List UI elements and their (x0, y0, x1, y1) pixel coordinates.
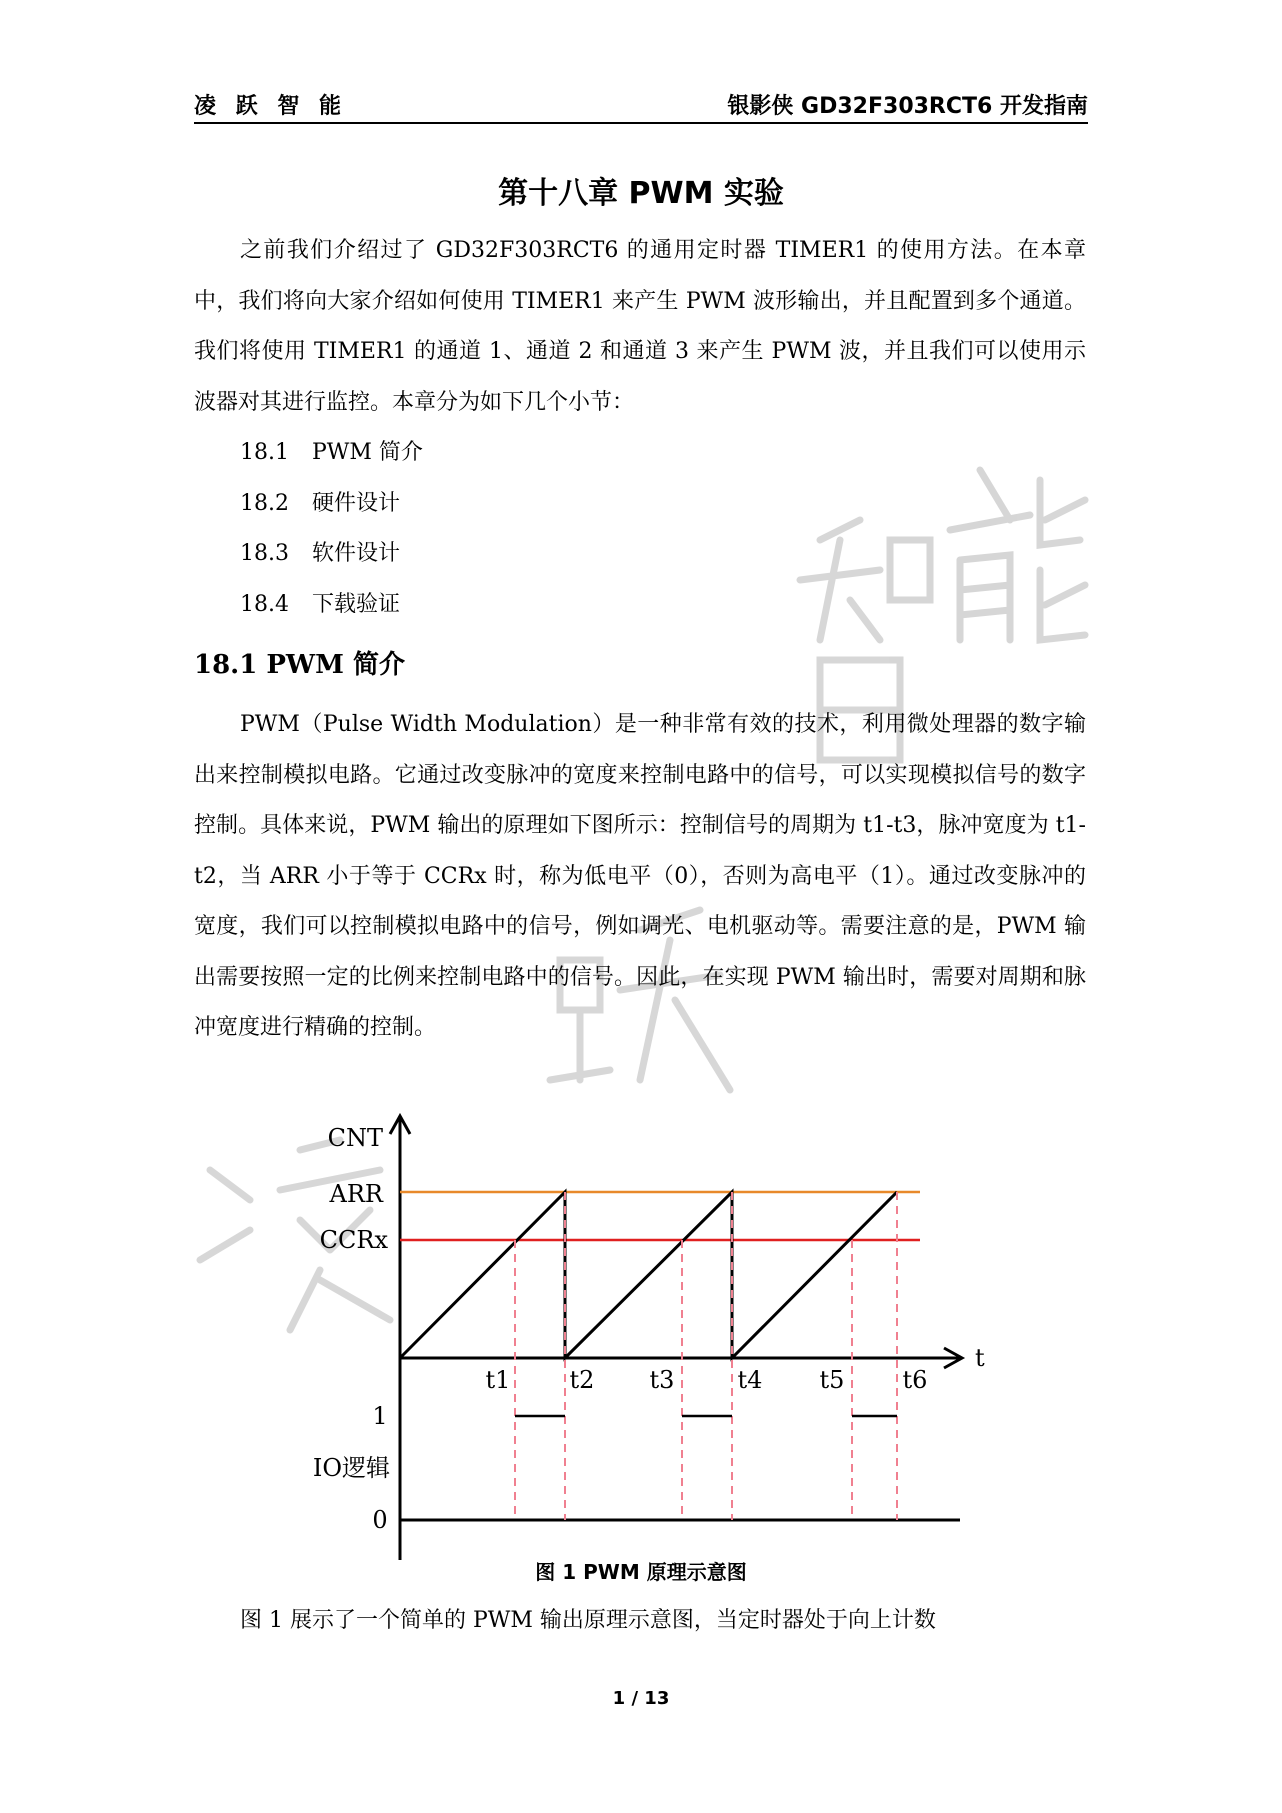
level-high-label: 1 (372, 1402, 388, 1430)
toc-number: 18.2 (240, 490, 289, 516)
t6-label: t6 (902, 1366, 928, 1394)
figure-caption: 图 1 PWM 原理示意图 (535, 1560, 747, 1584)
toc-item (240, 428, 423, 479)
t3-label: t3 (649, 1366, 675, 1394)
cnt-axis-arrow (390, 1116, 410, 1134)
io-logic-label: IO逻辑 (312, 1454, 390, 1482)
toc-title: 硬件设计 (312, 490, 401, 516)
toc-item (240, 580, 423, 631)
t2-label: t2 (569, 1366, 595, 1394)
toc-number: 18.3 (240, 541, 289, 566)
toc-title: PWM 简介 (312, 440, 423, 465)
toc-number: 18.1 (240, 440, 289, 465)
closing-paragraph: 图 1 展示了一个简单的 PWM 输出原理示意图，当定时器处于向上计数 (240, 1608, 936, 1633)
header-company: 凌 跃 智 能 (194, 94, 347, 119)
counter-waveform (400, 1192, 897, 1358)
t4-label: t4 (737, 1366, 763, 1394)
toc-title: 软件设计 (312, 541, 401, 566)
cnt-label: CNT (327, 1124, 383, 1152)
ccrx-label: CCRx (319, 1226, 388, 1254)
level-low-label: 0 (372, 1506, 388, 1534)
toc-title: 下载验证 (312, 591, 401, 617)
chapter-toc (240, 428, 423, 630)
section-paragraph: PWM（Pulse Width Modulation）是一种非常有效的技术，利用微处理器的数字输出来控制模拟电路。它通过改变脉冲的宽度来控制电路中的信号，可以实现模拟信号的数字控制。具体来说，PWM 输出的原理如下图所示：控制信号的周期为 t1-t3，脉冲宽度为 t1-t2，当 ARR 小于等于 CCRx 时，称为低电平（0），否则为高电平（1）。通过改变脉冲的宽度，我们可以控制模拟电路中的信号，例如调光、电机驱动等。需要注意的是，PWM 输出需要按照一定的比例来控制电路中的信号。因此，在实现 PWM 输出时，需要对周期和脉冲宽度进行精确的控制。 (194, 712, 1086, 1040)
time-axis-arrow (944, 1348, 962, 1368)
t1-label: t1 (485, 1366, 511, 1394)
page-number: 1 / 13 (612, 1688, 670, 1709)
toc-number: 18.4 (240, 591, 289, 617)
page-header (194, 92, 1088, 124)
header-doc-title: 银影侠 GD32F303RCT6 开发指南 (727, 94, 1088, 119)
intro-paragraph: 之前我们介绍过了 GD32F303RCT6 的通用定时器 TIMER1 的使用方法。在本章中，我们将向大家介绍如何使用 TIMER1 来产生 PWM 波形输出，并且配置到多个通道。我们将使用 TIMER1 的通道 1、通道 2 和通道 3 来产生 PWM 波，并且我们可以使用示波器对其进行监控。本章分为如下几个小节： (194, 238, 1086, 415)
toc-item (240, 529, 423, 580)
section-title: 18.1 PWM 简介 (194, 650, 405, 680)
arr-label: ARR (329, 1180, 383, 1208)
toc-item (240, 479, 423, 530)
time-axis-label: t (975, 1344, 985, 1372)
chapter-title: 第十八章 PWM 实验 (498, 176, 784, 211)
t5-label: t5 (819, 1366, 845, 1394)
